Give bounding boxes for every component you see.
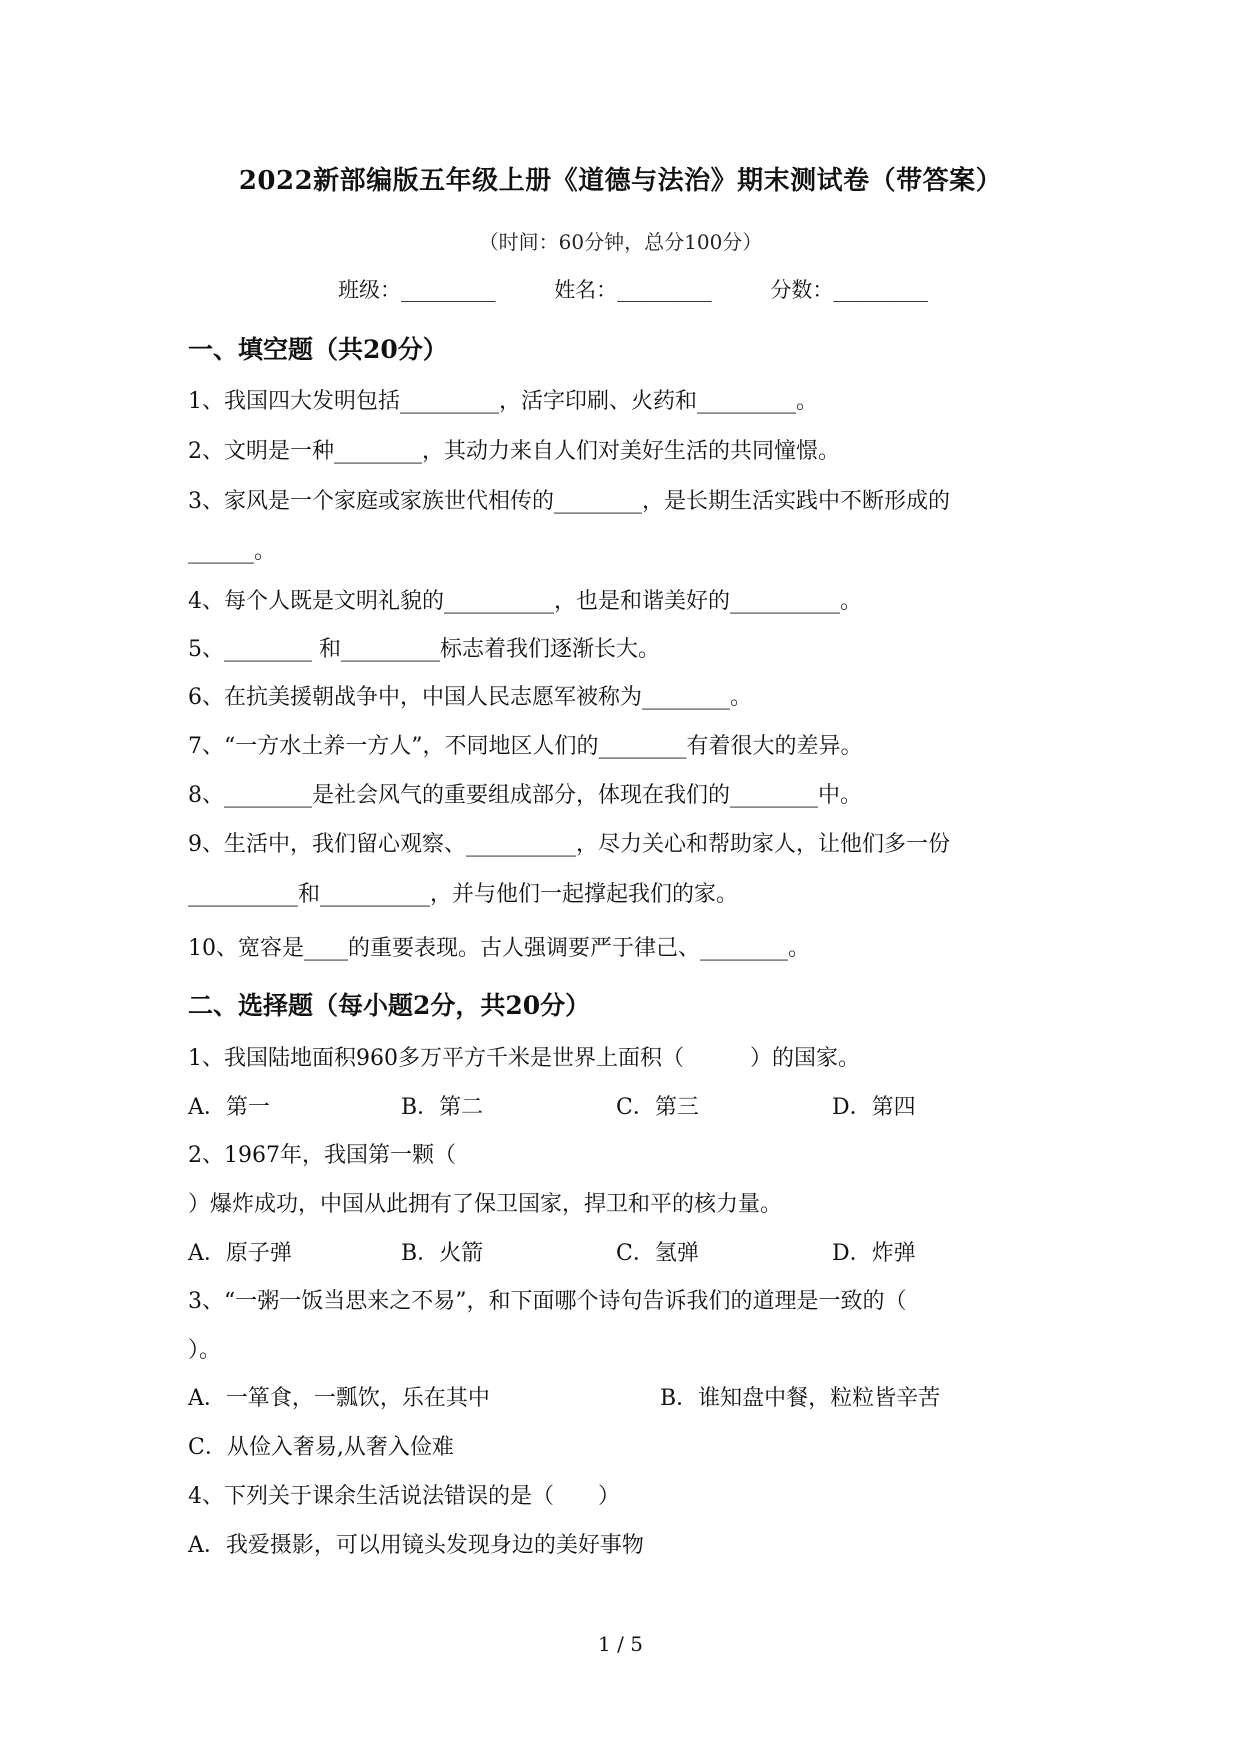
fill-question-10: 10、宽容是____的重要表现。古人强调要严于律己、________。	[188, 936, 810, 961]
q1-option-a: A．第一	[188, 1095, 270, 1120]
choice-question-3-cont: ）。	[188, 1338, 222, 1363]
q3-option-b: B．谁知盘中餐，粒粒皆辛苦	[660, 1386, 941, 1411]
q1-option-c: C．第三	[616, 1095, 699, 1120]
q1-option-b: B．第二	[401, 1095, 484, 1120]
fill-question-3-cont: ______。	[188, 539, 277, 564]
fill-question-9: 9、生活中，我们留心观察、__________，尽力关心和帮助家人，让他们多一份	[188, 832, 950, 857]
q2-option-c: C．氢弹	[616, 1241, 699, 1266]
page-title: 2022新部编版五年级上册《道德与法治》期末测试卷（带答案）	[238, 166, 1003, 196]
q2-option-b: B．火箭	[401, 1241, 484, 1266]
page-number: 1 / 5	[598, 1632, 643, 1656]
choice-question-2-cont: ）爆炸成功，中国从此拥有了保卫国家，捍卫和平的核力量。	[188, 1192, 783, 1217]
section-choice-title: 二、选择题（每小题2分，共20分）	[188, 991, 591, 1020]
fill-question-1: 1、我国四大发明包括_________，活字印刷、火药和_________。	[188, 389, 818, 414]
fill-question-8: 8、________是社会风气的重要组成部分，体现在我们的________中。	[188, 783, 862, 808]
fill-question-7: 7、“一方水土养一方人”，不同地区人们的________有着很大的差异。	[188, 734, 863, 759]
fill-question-5: 5、________ 和_________标志着我们逐渐长大。	[188, 637, 660, 662]
fill-question-9-cont: __________和__________，并与他们一起撑起我们的家。	[188, 882, 739, 907]
name-field: 姓名：_________	[554, 278, 712, 302]
q2-option-d: D．炸弹	[832, 1241, 916, 1266]
fill-question-3: 3、家风是一个家庭或家族世代相传的________，是长期生活实践中不断形成的	[188, 489, 950, 514]
q3-option-a: A．一箪食，一瓢饮，乐在其中	[188, 1386, 490, 1411]
student-info-row	[338, 274, 928, 304]
choice-question-1: 1、我国陆地面积960多万平方千米是世界上面积（ ）的国家。	[188, 1046, 860, 1071]
exam-time-note: （时间：60分钟，总分100分）	[478, 230, 763, 254]
q4-option-a: A．我爱摄影，可以用镜头发现身边的美好事物	[188, 1533, 644, 1558]
choice-question-4: 4、下列关于课余生活说法错误的是（ ）	[188, 1484, 620, 1509]
q1-option-d: D．第四	[832, 1095, 916, 1120]
q3-option-c: C．从俭入奢易,从奢入俭难	[188, 1435, 454, 1460]
q2-option-a: A．原子弹	[188, 1241, 292, 1266]
section-fill-in-title: 一、填空题（共20分）	[188, 335, 448, 364]
choice-question-2: 2、1967年，我国第一颗（	[188, 1143, 456, 1168]
fill-question-2: 2、文明是一种________，其动力来自人们对美好生活的共同憧憬。	[188, 439, 840, 464]
fill-question-6: 6、在抗美援朝战争中，中国人民志愿军被称为________。	[188, 685, 752, 710]
class-field: 班级：_________	[338, 278, 496, 302]
fill-question-4: 4、每个人既是文明礼貌的__________，也是和谐美好的__________。	[188, 589, 862, 614]
choice-question-3: 3、“一粥一饭当思来之不易”，和下面哪个诗句告诉我们的道理是一致的（	[188, 1289, 907, 1314]
score-field: 分数：_________	[770, 278, 928, 302]
